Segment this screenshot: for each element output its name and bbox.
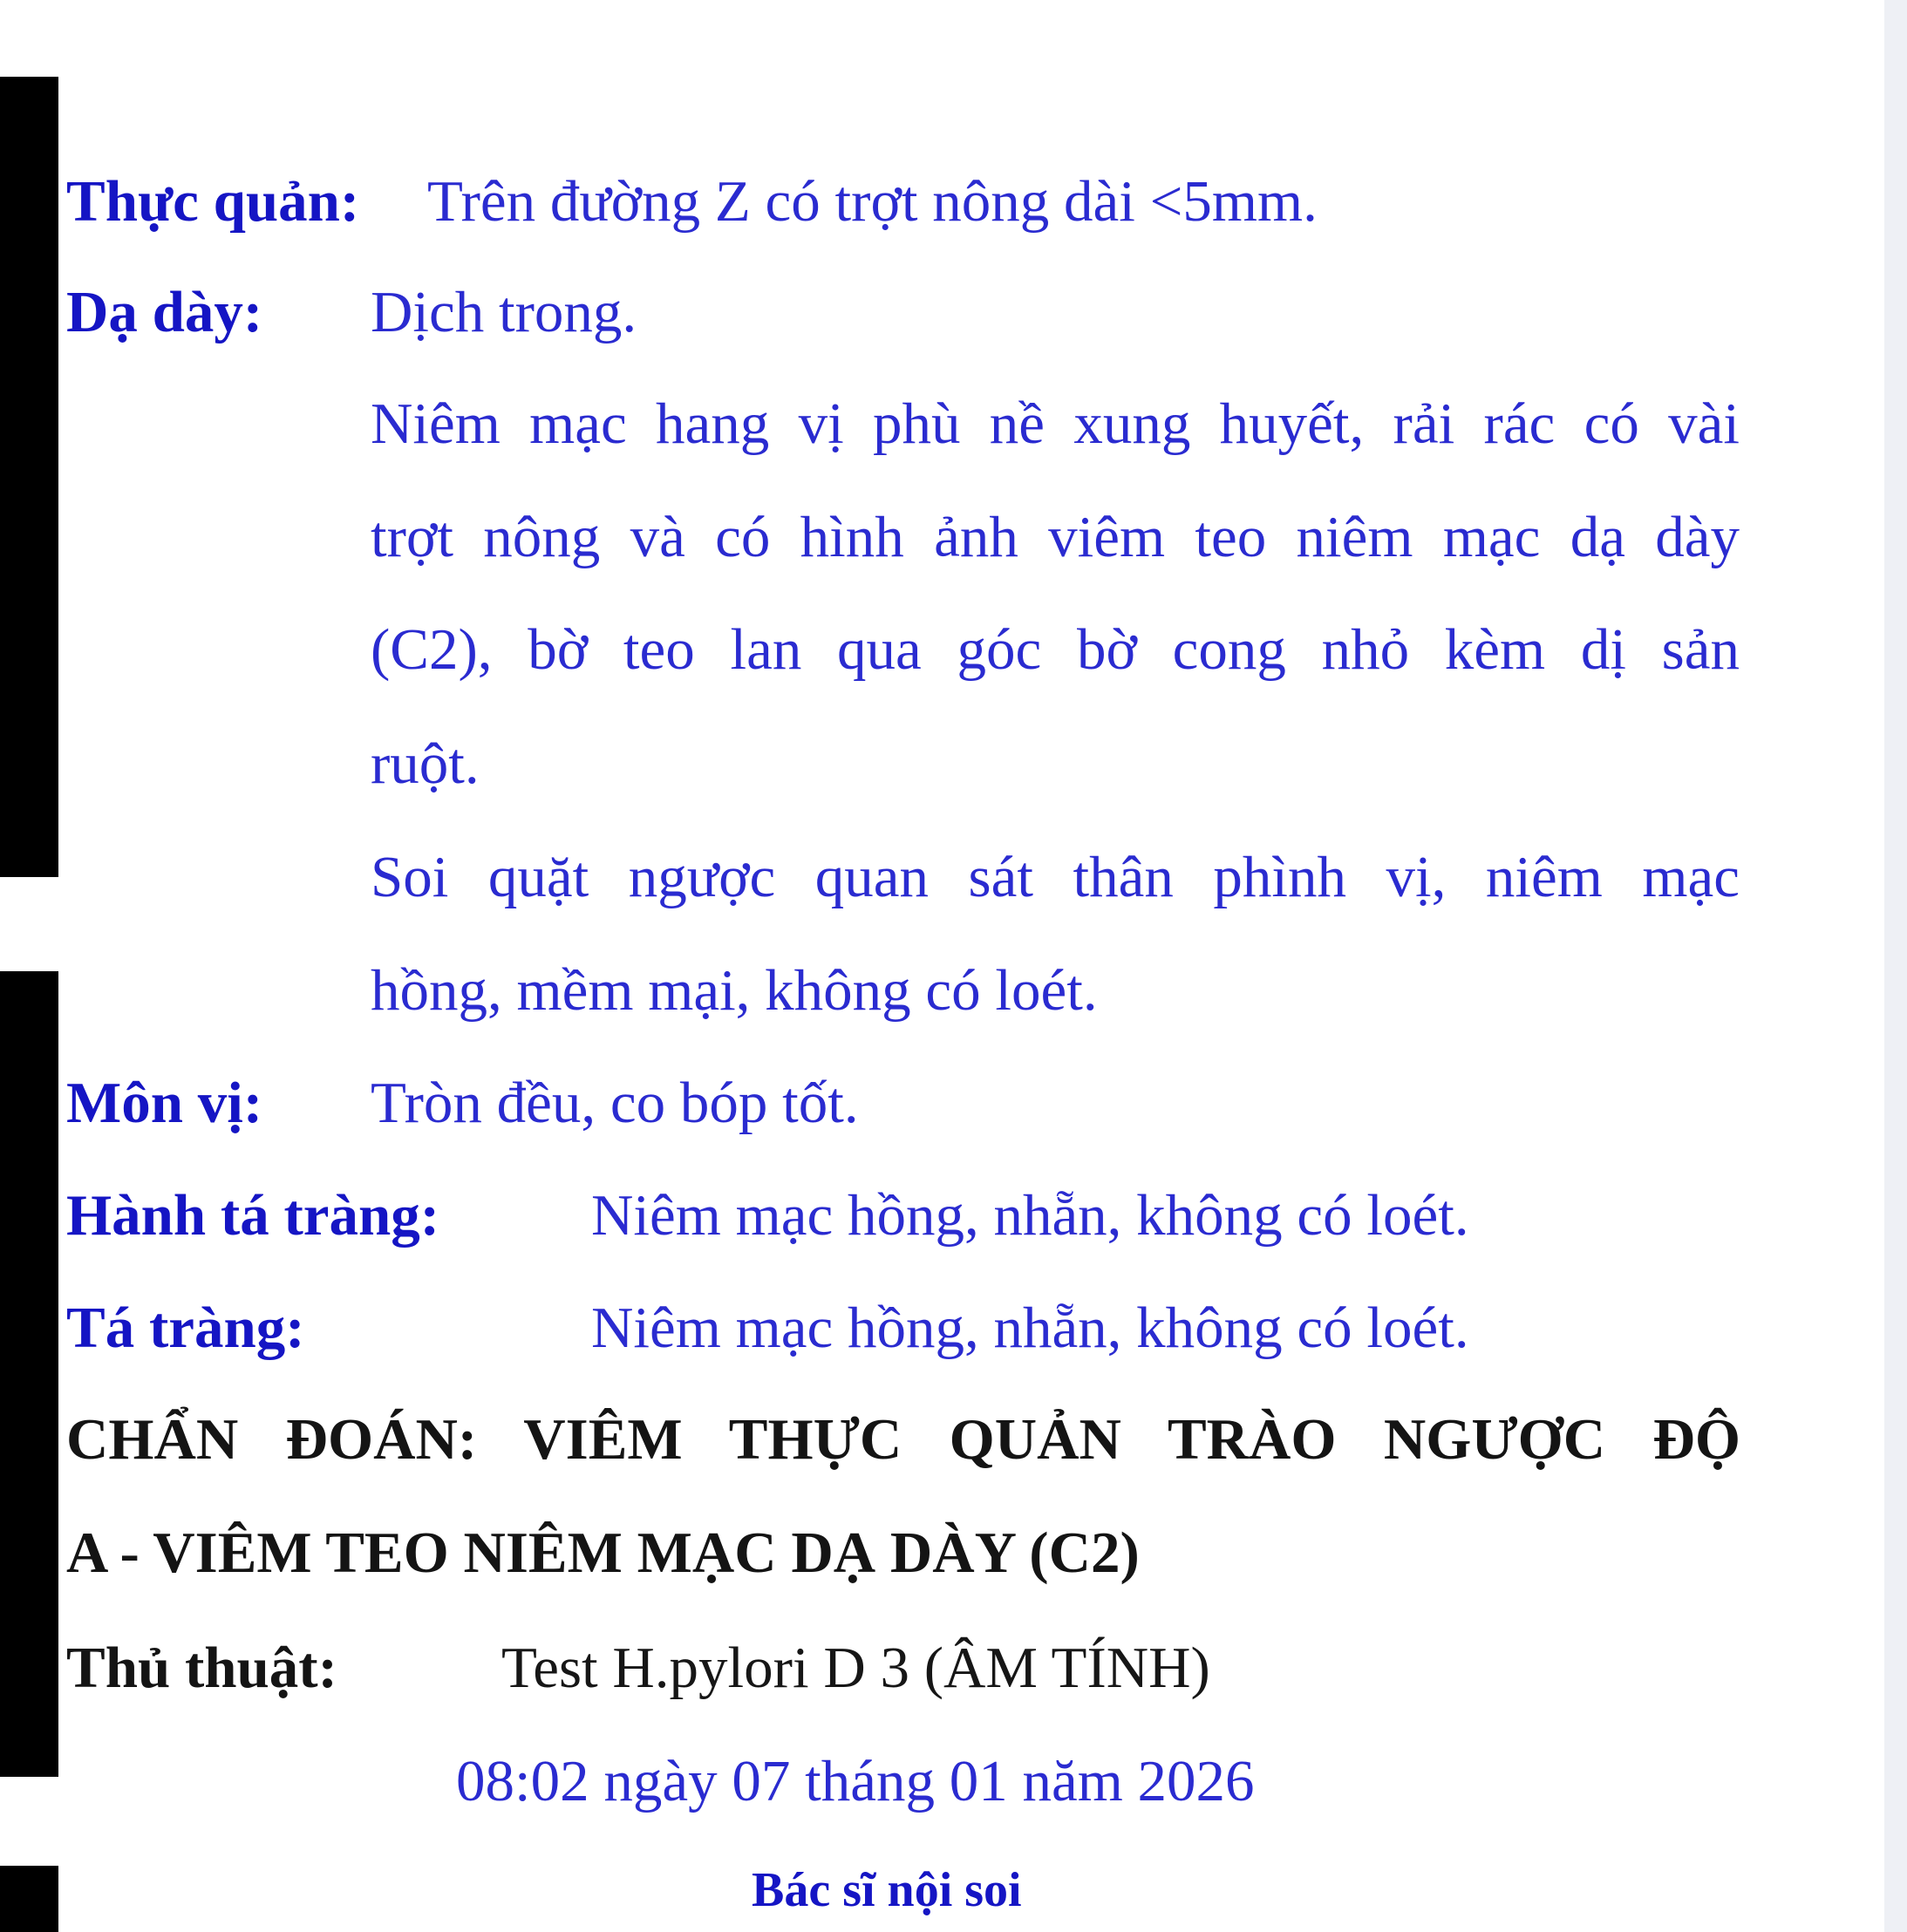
diagnosis-line: A - VIÊM TEO NIÊM MẠC DẠ DÀY (C2) [66,1520,1140,1585]
pylorus-finding: Tròn đều, co bóp tốt. [371,1071,859,1135]
esophagus-label: Thực quản: [66,169,360,234]
duodenum-label: Tá tràng: [66,1296,305,1360]
procedure-label: Thủ thuật: [66,1636,337,1700]
pylorus-label: Môn vị: [66,1071,263,1135]
signature-title: Bác sĩ nội soi [752,1863,1022,1917]
stomach-fluid-finding: Dịch trong. [371,280,637,344]
esophagus-finding: Trên đường Z có trợt nông dài <5mm. [427,169,1318,234]
stomach-retroflex-line: Soi quặt ngược quan sát thân phình vị, niêm mạc [371,845,1740,909]
stomach-mucosa-line: ruột. [371,731,480,796]
stomach-mucosa-line: (C2), bờ teo lan qua góc bờ cong nhỏ kèm dị sản [371,617,1740,682]
procedure-result: Test H.pylori D 3 (ÂM TÍNH) [501,1636,1210,1700]
left-black-bar [0,1866,58,1932]
stomach-mucosa-line: Niêm mạc hang vị phù nề xung huyết, rải rác có vài [371,391,1740,456]
duodenal-bulb-finding: Niêm mạc hồng, nhẵn, không có loét. [591,1183,1469,1248]
duodenum-finding: Niêm mạc hồng, nhẵn, không có loét. [591,1296,1469,1360]
report-datetime: 08:02 ngày 07 tháng 01 năm 2026 [456,1749,1255,1813]
left-black-bar [0,77,58,877]
page-right-edge [1884,0,1907,1932]
stomach-label: Dạ dày: [66,280,263,344]
stomach-retroflex-line: hồng, mềm mại, không có loét. [371,958,1098,1023]
stomach-mucosa-line: trợt nông và có hình ảnh viêm teo niêm mạc dạ dày [371,505,1740,569]
left-black-bar [0,971,58,1777]
duodenal-bulb-label: Hành tá tràng: [66,1183,440,1248]
diagnosis-line: CHẨN ĐOÁN: VIÊM THỰC QUẢN TRÀO NGƯỢC ĐỘ [66,1407,1740,1472]
